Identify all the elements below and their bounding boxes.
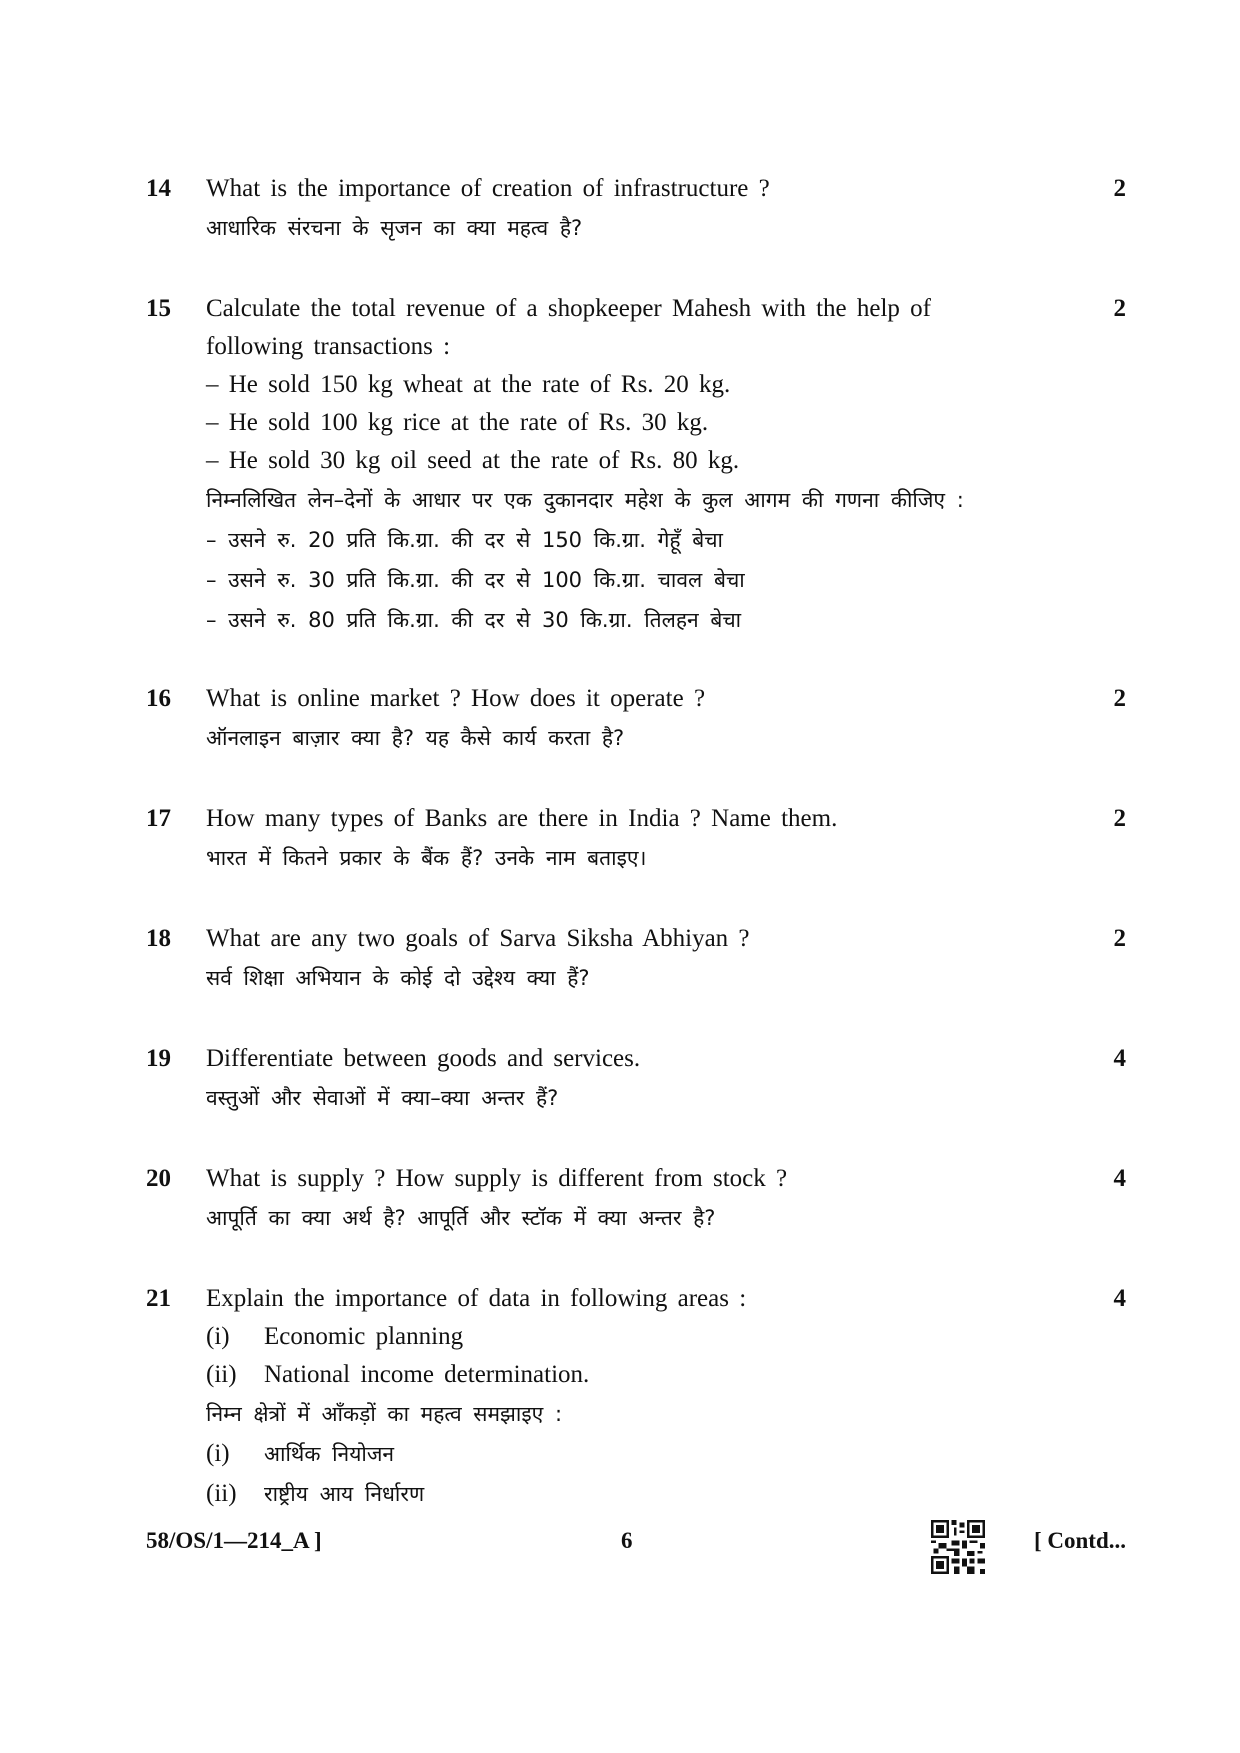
question-marks: 2 (1113, 295, 1126, 322)
hindi-line: सर्व शिक्षा अभियान के कोई दो उद्देश्य क्या हैं? (206, 966, 590, 990)
question-16 (146, 680, 1126, 758)
question-18 (146, 920, 1126, 998)
question-text (206, 1040, 1056, 1118)
english-line: How many types of Banks are there in India ? Name them. (206, 805, 838, 832)
page-footer (146, 1520, 1126, 1580)
english-line: – He sold 30 kg oil seed at the rate of Rs. 80 kg. (206, 447, 740, 474)
subpart-text: Economic planning (264, 1323, 464, 1350)
continued-marker: [ Contd... (1033, 1528, 1126, 1553)
question-marks: 4 (1113, 1285, 1126, 1312)
english-subpart (206, 1318, 1056, 1356)
english-line: – He sold 150 kg wheat at the rate of Rs. 20 kg. (206, 371, 731, 398)
hindi-line: वस्तुओं और सेवाओं में क्या–क्या अन्तर हैं? (206, 1086, 559, 1110)
hindi-line: – उसने रु. 30 प्रति कि.ग्रा. की दर से 100 कि.ग्रा. चावल बेचा (206, 568, 745, 592)
question-15 (146, 290, 1126, 640)
subpart-text: राष्ट्रीय आय निर्धारण (264, 1482, 425, 1506)
question-number: 16 (146, 685, 171, 712)
hindi-line: आपूर्ति का क्या अर्थ है? आपूर्ति और स्टॉक में क्या अन्तर है? (206, 1206, 716, 1230)
question-21 (146, 1280, 1126, 1514)
question-text (206, 1160, 1056, 1238)
question-number: 15 (146, 295, 171, 322)
english-line: Explain the importance of data in following areas : (206, 1285, 747, 1312)
question-list (146, 170, 1126, 1514)
subpart-text: आर्थिक नियोजन (264, 1442, 395, 1466)
question-20 (146, 1160, 1126, 1238)
hindi-line: – उसने रु. 80 प्रति कि.ग्रा. की दर से 30 कि.ग्रा. तिलहन बेचा (206, 608, 742, 632)
paper-code: 58/OS/1—214_A ] (146, 1528, 322, 1553)
qr-code-icon (931, 1520, 985, 1574)
question-text (206, 800, 1056, 878)
question-number: 14 (146, 175, 171, 202)
english-line: following transactions : (206, 333, 451, 360)
english-line: – He sold 100 kg rice at the rate of Rs. 30 kg. (206, 409, 709, 436)
question-number: 18 (146, 925, 171, 952)
question-text (206, 1280, 1056, 1514)
question-marks: 2 (1113, 925, 1126, 952)
english-line: What is online market ? How does it operate ? (206, 685, 706, 712)
page-number: 6 (621, 1528, 633, 1553)
hindi-line: निम्न क्षेत्रों में आँकड़ों का महत्व समझाइए : (206, 1402, 563, 1426)
question-text (206, 680, 1056, 758)
question-text (206, 170, 1056, 248)
english-line: Calculate the total revenue of a shopkeeper Mahesh with the help of (206, 295, 932, 322)
question-marks: 2 (1113, 175, 1126, 202)
question-text (206, 920, 1056, 998)
question-17 (146, 800, 1126, 878)
english-subpart (206, 1356, 1056, 1394)
question-number: 17 (146, 805, 171, 832)
hindi-subpart (206, 1474, 1056, 1514)
subpart-label: (ii) (206, 1480, 237, 1507)
english-line: Differentiate between goods and services. (206, 1045, 641, 1072)
question-number: 19 (146, 1045, 171, 1072)
question-marks: 4 (1113, 1165, 1126, 1192)
hindi-line: निम्नलिखित लेन–देनों के आधार पर एक दुकानदार महेश के कुल आगम की गणना कीजिए : (206, 488, 964, 512)
hindi-line: आधारिक संरचना के सृजन का क्या महत्व है? (206, 216, 583, 240)
question-marks: 4 (1113, 1045, 1126, 1072)
subpart-label: (i) (206, 1323, 230, 1350)
question-19 (146, 1040, 1126, 1118)
english-line: What is supply ? How supply is different from stock ? (206, 1165, 788, 1192)
question-number: 21 (146, 1285, 171, 1312)
hindi-line: भारत में कितने प्रकार के बैंक हैं? उनके नाम बताइए। (206, 846, 647, 870)
question-number: 20 (146, 1165, 171, 1192)
subpart-label: (ii) (206, 1361, 237, 1388)
hindi-line: ऑनलाइन बाज़ार क्या है? यह कैसे कार्य करता है? (206, 726, 625, 750)
question-text (206, 290, 1056, 640)
subpart-text: National income determination. (264, 1361, 590, 1388)
subpart-label: (i) (206, 1440, 230, 1467)
english-line: What is the importance of creation of infrastructure ? (206, 175, 770, 202)
hindi-subpart (206, 1434, 1056, 1474)
english-line: What are any two goals of Sarva Siksha Abhiyan ? (206, 925, 750, 952)
question-marks: 2 (1113, 805, 1126, 832)
question-14 (146, 170, 1126, 248)
question-marks: 2 (1113, 685, 1126, 712)
hindi-line: – उसने रु. 20 प्रति कि.ग्रा. की दर से 150 कि.ग्रा. गेहूँ बेचा (206, 528, 724, 552)
